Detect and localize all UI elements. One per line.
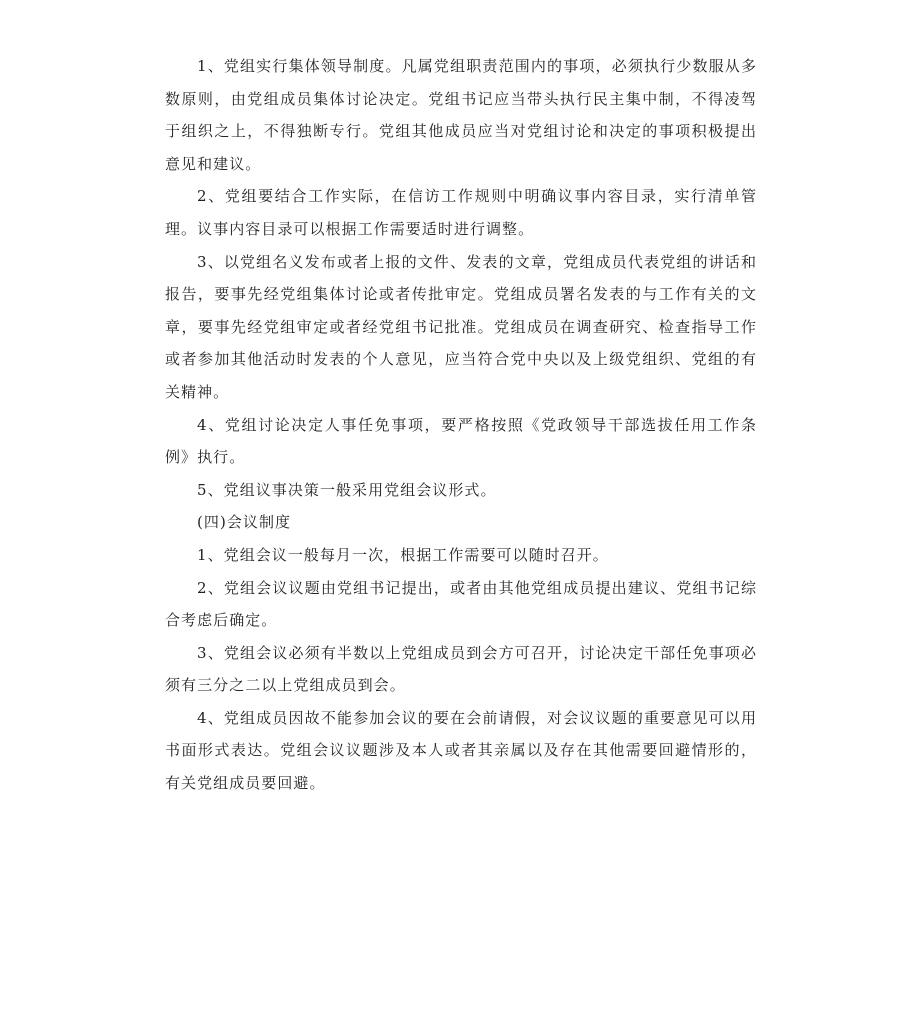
paragraph-2: 2、党组要结合工作实际，在信访工作规则中明确议事内容目录，实行清单管理。议事内容目录可以根据工作需要适时进行调整。 xyxy=(165,187,757,238)
document-body xyxy=(165,50,757,800)
paragraph-3: 3、以党组名义发布或者上报的文件、发表的文章，党组成员代表党组的讲话和报告，要事先经党组集体讨论或者传批审定。党组成员署名发表的与工作有关的文章，要事先经党组审定或者经党组书记批准。党组成员在调查研究、检查指导工作或者参加其他活动时发表的个人意见，应当符合党中央以及上级党组织、党组的有关精神。 xyxy=(165,252,757,401)
section-heading: (四)会议制度 xyxy=(197,513,292,532)
paragraph-8: 3、党组会议必须有半数以上党组成员到会方可召开，讨论决定干部任免事项必须有三分之二以上党组成员到会。 xyxy=(165,643,757,695)
paragraph-1: 1、党组实行集体领导制度。凡属党组职责范围内的事项，必须执行少数服从多数原则，由党组成员集体讨论决定。党组书记应当带头执行民主集中制，不得凌驾于组织之上，不得独断专行。党组其他成员应当对党组讨论和决定的事项积极提出意见和建议。 xyxy=(165,57,757,173)
paragraph-9: 4、党组成员因故不能参加会议的要在会前请假，对会议议题的重要意见可以用书面形式表达。党组会议议题涉及本人或者其亲属以及存在其他需要回避情形的，有关党组成员要回避。 xyxy=(165,708,757,793)
paragraph-6: 1、党组会议一般每月一次，根据工作需要可以随时召开。 xyxy=(197,545,609,564)
paragraph-7: 2、党组会议议题由党组书记提出，或者由其他党组成员提出建议、党组书记综合考虑后确定。 xyxy=(165,578,757,630)
paragraph-5: 5、党组议事决策一般采用党组会议形式。 xyxy=(197,480,497,499)
paragraph-4: 4、党组讨论决定人事任免事项，要严格按照《党政领导干部选拔任用工作条例》执行。 xyxy=(165,415,757,467)
